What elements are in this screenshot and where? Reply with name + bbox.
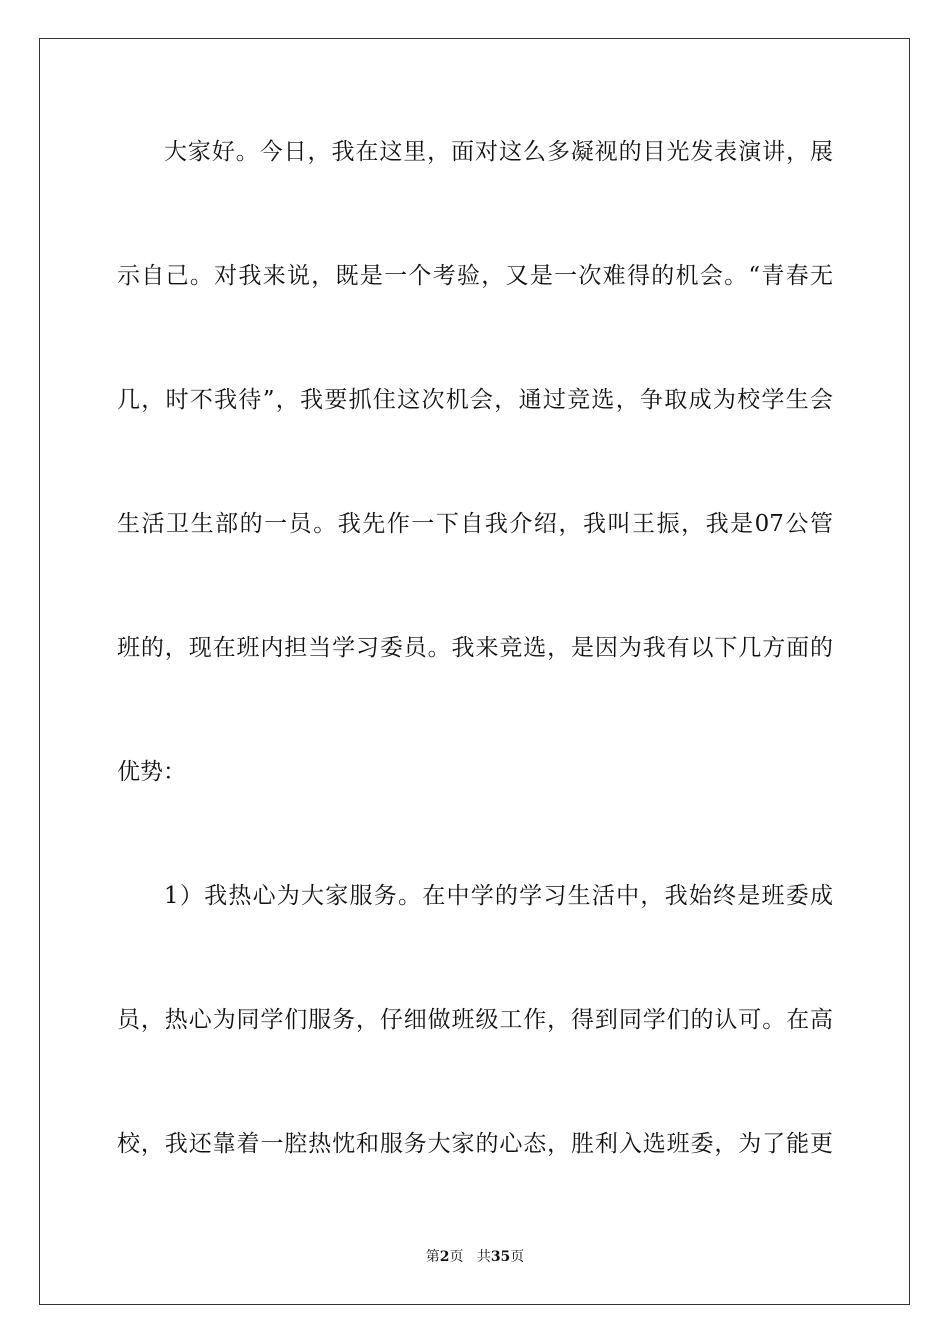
page-border	[39, 38, 910, 1305]
paragraph-line-8: 员，热心为同学们服务，仔细做班级工作，得到同学们的认可。在高	[117, 1007, 833, 1033]
paragraph-line-5: 班的，现在班内担当学习委员。我来竞选，是因为我有以下几方面的	[117, 635, 833, 661]
page-footer	[0, 1248, 950, 1266]
footer-total-pages: 35	[490, 1249, 511, 1265]
footer-page-prefix: 第	[425, 1249, 440, 1265]
footer-total-suffix: 页	[510, 1249, 525, 1265]
footer-total-prefix: 共	[476, 1249, 491, 1265]
paragraph-line-6: 优势：	[117, 759, 186, 785]
paragraph-line-1: 大家好。今日，我在这里，面对这么多凝视的目光发表演讲，展	[164, 139, 833, 165]
footer-page-number: 2	[439, 1249, 450, 1265]
paragraph-line-7: 1）我热心为大家服务。在中学的学习生活中，我始终是班委成	[164, 883, 833, 909]
footer-page-suffix: 页	[449, 1249, 464, 1265]
paragraph-line-3: 几，时不我待”，我要抓住这次机会，通过竞选，争取成为校学生会	[117, 387, 833, 413]
paragraph-line-4: 生活卫生部的一员。我先作一下自我介绍，我叫王振，我是07公管	[117, 511, 833, 537]
paragraph-line-2: 示自己。对我来说，既是一个考验，又是一次难得的机会。“青春无	[117, 263, 833, 289]
paragraph-line-9: 校，我还靠着一腔热忱和服务大家的心态，胜利入选班委，为了能更	[117, 1131, 833, 1157]
